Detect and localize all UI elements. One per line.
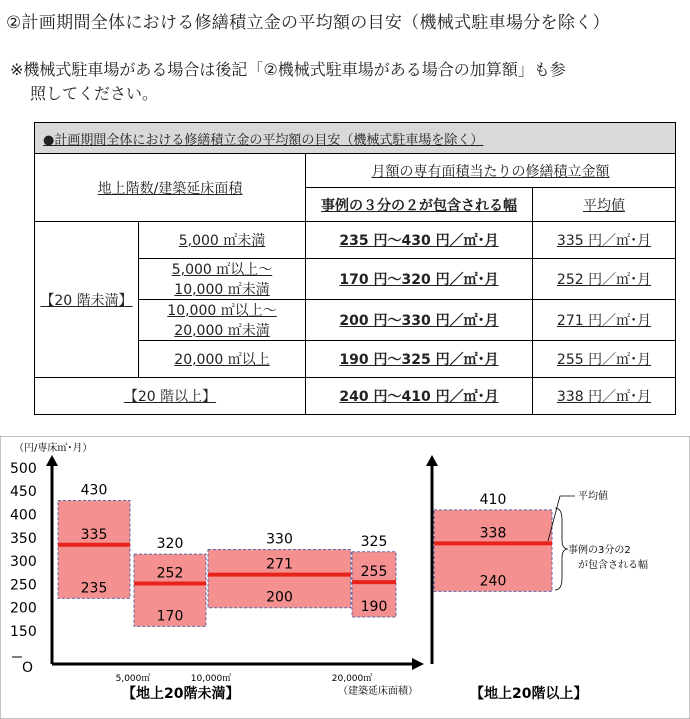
- range-cell: 200 円～330 円／㎡･月: [306, 300, 533, 341]
- note: [10, 58, 670, 106]
- x-tick-label: 20,000㎡: [331, 674, 373, 684]
- range-cell: 235 円～430 円／㎡･月: [306, 222, 533, 259]
- avg-cell: 335 円／㎡･月: [533, 222, 676, 259]
- low-value-label: 200: [266, 589, 293, 606]
- range-annotation-2: が包含される幅: [578, 560, 648, 571]
- y-tick-label: 450: [10, 484, 37, 501]
- y-axis-label: （円/専床㎡･月）: [14, 443, 93, 454]
- x-tick-label: 5,000㎡: [115, 674, 151, 684]
- group-label-over20: 【地上20階以上】: [470, 686, 588, 702]
- low-value-label: 190: [360, 599, 388, 616]
- page-heading: ②計画期間全体における修繕積立金の平均額の目安（機械式駐車場分を除く）: [6, 13, 610, 33]
- avg-cell: 338 円／㎡･月: [533, 378, 676, 415]
- note-line-2: 照してください。: [30, 84, 159, 103]
- avg-value-label: 255: [360, 564, 388, 581]
- avg-value-label: 338: [479, 525, 507, 542]
- range-cell: 190 円～325 円／㎡･月: [306, 341, 533, 378]
- origin-label: O: [22, 660, 34, 676]
- monthly-header: 月額の専有面積当たりの修繕積立金額: [306, 154, 676, 188]
- note-line-1: ※機械式駐車場がある場合は後記「②機械式駐車場がある場合の加算額」も参: [10, 60, 566, 79]
- y-tick-label: 200: [10, 600, 37, 617]
- range-cell: 170 円～320 円／㎡･月: [306, 259, 533, 300]
- avg-value-label: 252: [156, 565, 184, 582]
- low-value-label: 170: [156, 608, 184, 625]
- range-chart: [0, 436, 690, 719]
- x-tick-label: 10,000㎡: [190, 674, 232, 684]
- high-value-label: 330: [266, 531, 293, 548]
- avg-annotation: 平均値: [578, 491, 608, 502]
- area-cell: 5,000 ㎡以上～ 10,000 ㎡未満: [139, 259, 306, 300]
- group-label-under20: 【地上20階未満】: [122, 686, 240, 702]
- x-axis-label: （建築延床面積）: [338, 686, 418, 697]
- avg-header: 平均値: [533, 188, 676, 222]
- group-under-20: 【20 階未満】: [35, 222, 139, 378]
- avg-cell: 252 円／㎡･月: [533, 259, 676, 300]
- col-group-header: 地上階数/建築延床面積: [35, 154, 306, 222]
- avg-value-label: 271: [266, 556, 293, 573]
- area-cell: 10,000 ㎡以上～ 20,000 ㎡未満: [139, 300, 306, 341]
- range-header: 事例の３分の２が包含される幅: [306, 188, 533, 222]
- high-value-label: 410: [479, 491, 507, 508]
- group-over-20: 【20 階以上】: [35, 378, 306, 415]
- y-tick-label: 500: [10, 460, 37, 477]
- range-cell: 240 円～410 円／㎡･月: [306, 378, 533, 415]
- high-value-label: 325: [360, 533, 388, 550]
- y-tick-label: 250: [10, 577, 37, 594]
- avg-cell: 271 円／㎡･月: [533, 300, 676, 341]
- high-value-label: 430: [80, 482, 108, 499]
- area-cell: 20,000 ㎡以上: [139, 341, 306, 378]
- y-tick-label: 150: [10, 624, 37, 640]
- avg-cell: 255 円／㎡･月: [533, 341, 676, 378]
- low-value-label: 235: [80, 580, 108, 597]
- high-value-label: 320: [156, 536, 184, 553]
- y-tick-label: 350: [10, 530, 37, 547]
- table-caption: ●計画期間全体における修繕積立金の平均額の目安（機械式駐車場を除く）: [35, 123, 676, 154]
- y-tick-label: 400: [10, 507, 37, 524]
- avg-value-label: 335: [80, 526, 108, 543]
- reserve-fund-table: [34, 122, 676, 415]
- low-value-label: 240: [479, 573, 507, 590]
- y-tick-label: 300: [10, 554, 37, 571]
- range-annotation-1: 事例の3分の2: [568, 545, 631, 556]
- area-cell: 5,000 ㎡未満: [139, 222, 306, 259]
